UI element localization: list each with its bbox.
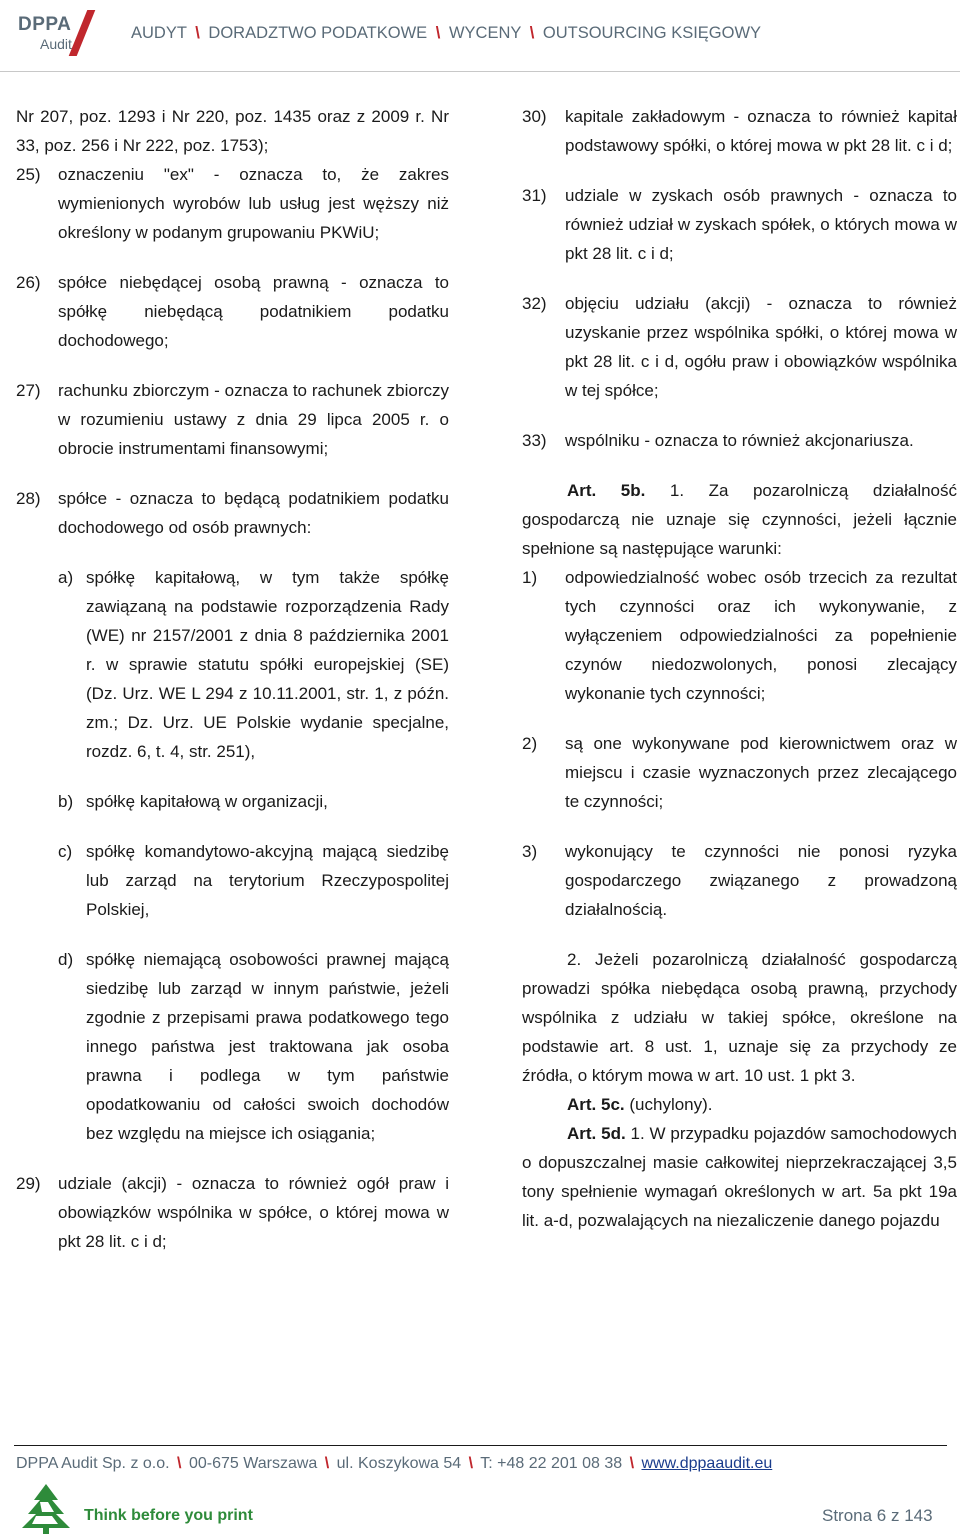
sub-item-text: spółkę kapitałową, w tym także spółkę zawiązaną na podstawie rozporządzenia Rady (WE) nr 2157/2001 z dnia 8 października 2001 r. w sprawie statutu spółki europejskiej (SE) (Dz. Urz. WE L 294 z 10.11.2001, str. 1, z późn. zm.; Dz. Urz. UE Polskie wydanie specjalne, rozdz. 6, t. 4, str. 251), <box>86 568 449 761</box>
right-column <box>522 102 957 1235</box>
definition-28 <box>16 484 449 542</box>
article-text: 1. W przypadku pojazdów samochodowych o dopuszczalnej masie całkowitej nieprzekraczającej 3,5 tony spełnienie wymagań określonych w art. 5a pkt 19a lit. a-d, pozwalających na niezaliczenie danego pojazdu <box>522 1124 957 1230</box>
sub-item-a <box>58 563 449 766</box>
sub-item-letter: c) <box>58 842 73 861</box>
item-number: 30) <box>522 107 547 126</box>
item-text: oznaczeniu "ex" - oznacza to, że zakres wymienionych wyrobów lub usług jest węższy niż określony w podanym grupowaniu PKWiU; <box>58 165 449 242</box>
item-number: 3) <box>522 842 538 861</box>
separator: \ <box>195 24 200 42</box>
item-text: wykonujący te czynności nie ponosi ryzyka gospodarczego związanego z prowadzoną działalnością. <box>565 842 957 919</box>
item-number: 31) <box>522 186 547 205</box>
condition-2 <box>522 729 957 816</box>
separator: \ <box>468 1455 474 1472</box>
service-tax: DORADZTWO PODATKOWE <box>208 24 428 42</box>
article-5c <box>522 1090 957 1119</box>
header-divider <box>0 71 960 72</box>
item-number: 32) <box>522 294 547 313</box>
definition-30 <box>522 102 957 160</box>
company-phone: T: +48 22 201 08 38 <box>480 1455 623 1472</box>
sub-item-c <box>58 837 449 924</box>
company-address: 00-675 Warszawa <box>188 1455 318 1472</box>
item-text: udziale (akcji) - oznacza to również ogół praw i obowiązków wspólnika w spółce, o której mowa w pkt 28 lit. c i d; <box>58 1174 449 1251</box>
definition-27 <box>16 376 449 463</box>
item-number: 26) <box>16 273 41 292</box>
separator: \ <box>177 1455 182 1472</box>
condition-1 <box>522 563 957 708</box>
separator: \ <box>324 1455 330 1472</box>
article-5b <box>522 476 957 563</box>
print-slogan: Think before you print <box>84 1507 253 1524</box>
left-column <box>16 102 449 1277</box>
continued-text: Nr 207, poz. 1293 i Nr 220, poz. 1435 oraz z 2009 r. Nr 33, poz. 256 i Nr 222, poz. 1753); <box>16 107 449 155</box>
footer-divider <box>14 1445 947 1446</box>
tree-icon <box>18 1482 74 1534</box>
definition-25 <box>16 160 449 247</box>
item-number: 33) <box>522 431 547 450</box>
definition-29 <box>16 1169 449 1256</box>
dppa-logo <box>18 14 98 54</box>
article-heading: Art. 5d. <box>567 1124 626 1143</box>
item-text: spółce niebędącej osobą prawną - oznacza to spółkę niebędącą podatnikiem podatku dochodowego; <box>58 273 449 350</box>
article-heading: Art. 5c. <box>567 1095 625 1114</box>
header-services <box>131 24 761 43</box>
definition-33 <box>522 426 957 455</box>
sub-item-text: spółkę kapitałową w organizacji, <box>86 792 328 811</box>
item-text: spółce - oznacza to będącą podatnikiem podatku dochodowego od osób prawnych: <box>58 489 449 537</box>
item-number: 1) <box>522 568 538 587</box>
page-number: Strona 6 z 143 <box>822 1506 933 1525</box>
service-outsourcing: OUTSOURCING KSIĘGOWY <box>542 24 762 42</box>
company-street: ul. Koszykowa 54 <box>336 1455 462 1472</box>
item-text: objęciu udziału (akcji) - oznacza to również uzyskanie przez wspólnika spółki, o której mowa w pkt 28 lit. c i d, ogółu praw i obowiązków wspólnika w tej spółce; <box>565 294 957 400</box>
item-number: 27) <box>16 381 41 400</box>
sub-item-letter: d) <box>58 950 74 969</box>
item-number: 2) <box>522 734 538 753</box>
article-text: (uchylony). <box>629 1095 713 1114</box>
definition-31 <box>522 181 957 268</box>
page-header <box>0 0 960 72</box>
item-text: rachunku zbiorczym - oznacza to rachunek zbiorczy w rozumieniu ustawy z dnia 29 lipca 2005 r. o obrocie instrumentami finansowymi; <box>58 381 449 458</box>
item-number: 28) <box>16 489 41 508</box>
item-text: udziale w zyskach osób prawnych - oznacza to również udział w zyskach spółek, o których mowa w pkt 28 lit. c i d; <box>565 186 957 263</box>
separator: \ <box>435 24 441 42</box>
sub-item-letter: b) <box>58 792 74 811</box>
definition-32 <box>522 289 957 405</box>
website-link[interactable]: www.dppaaudit.eu <box>641 1455 773 1472</box>
item-text: wspólniku - oznacza to również akcjonariusza. <box>565 431 914 450</box>
sub-item-b <box>58 787 449 816</box>
sub-item-letter: a) <box>58 568 74 587</box>
sub-item-text: spółkę niemającą osobowości prawnej mającą siedzibę lub zarząd w innym państwie, jeżeli zgodnie z przepisami prawa podatkowego tego innego państwa jest traktowana jak osoba prawna i podlega w tym państwie opodatkowaniu od całości swoich dochodów bez względu na miejsce ich osiągania; <box>86 950 449 1143</box>
paragraph-text: 2. Jeżeli pozarolniczą działalność gospodarczą prowadzi spółka niebędąca osobą prawną, przychody wspólnika z udziału w takiej spółce, określone na podstawie art. 8 ust. 1, uznaje się za przychody ze źródła, o którym mowa w art. 10 ust. 1 pkt 3. <box>522 950 957 1085</box>
service-valuation: WYCENY <box>448 24 522 42</box>
sub-item-text: spółkę komandytowo-akcyjną mającą siedzibę lub zarząd na terytorium Rzeczypospolitej Polskiej, <box>86 842 449 919</box>
logo-sub-text: Audit <box>40 36 72 52</box>
item-number: 29) <box>16 1174 41 1193</box>
definition-26 <box>16 268 449 355</box>
company-name: DPPA Audit Sp. z o.o. <box>16 1455 170 1472</box>
sub-item-d <box>58 945 449 1148</box>
separator: \ <box>529 24 535 42</box>
condition-3 <box>522 837 957 924</box>
separator: \ <box>629 1455 635 1472</box>
item-text: są one wykonywane pod kierownictwem oraz w miejscu i czasie wyznaczonych przez zlecającego te czynności; <box>565 734 957 811</box>
service-audit: AUDYT <box>131 24 187 42</box>
article-5b-section-2 <box>522 945 957 1090</box>
article-5d <box>522 1119 957 1235</box>
article-heading: Art. 5b. <box>567 481 646 500</box>
item-text: kapitale zakładowym - oznacza to również kapitał podstawowy spółki, o której mowa w pkt 28 lit. c i d; <box>565 107 957 155</box>
footer-contact <box>16 1455 772 1473</box>
logo-main-text: DPPA <box>18 14 72 35</box>
logo-slash-icon <box>69 10 96 56</box>
article-text: 1. Za pozarolniczą działalność gospodarczą nie uznaje się czynności, jeżeli łącznie spełnione są następujące warunki: <box>522 481 958 558</box>
item-text: odpowiedzialność wobec osób trzecich za rezultat tych czynności oraz ich wykonywanie, z wyłączeniem odpowiedzialności za popełnienie czynów niedozwolonych, ponosi zlecający wykonanie tych czynności; <box>565 568 957 703</box>
item-number: 25) <box>16 165 41 184</box>
